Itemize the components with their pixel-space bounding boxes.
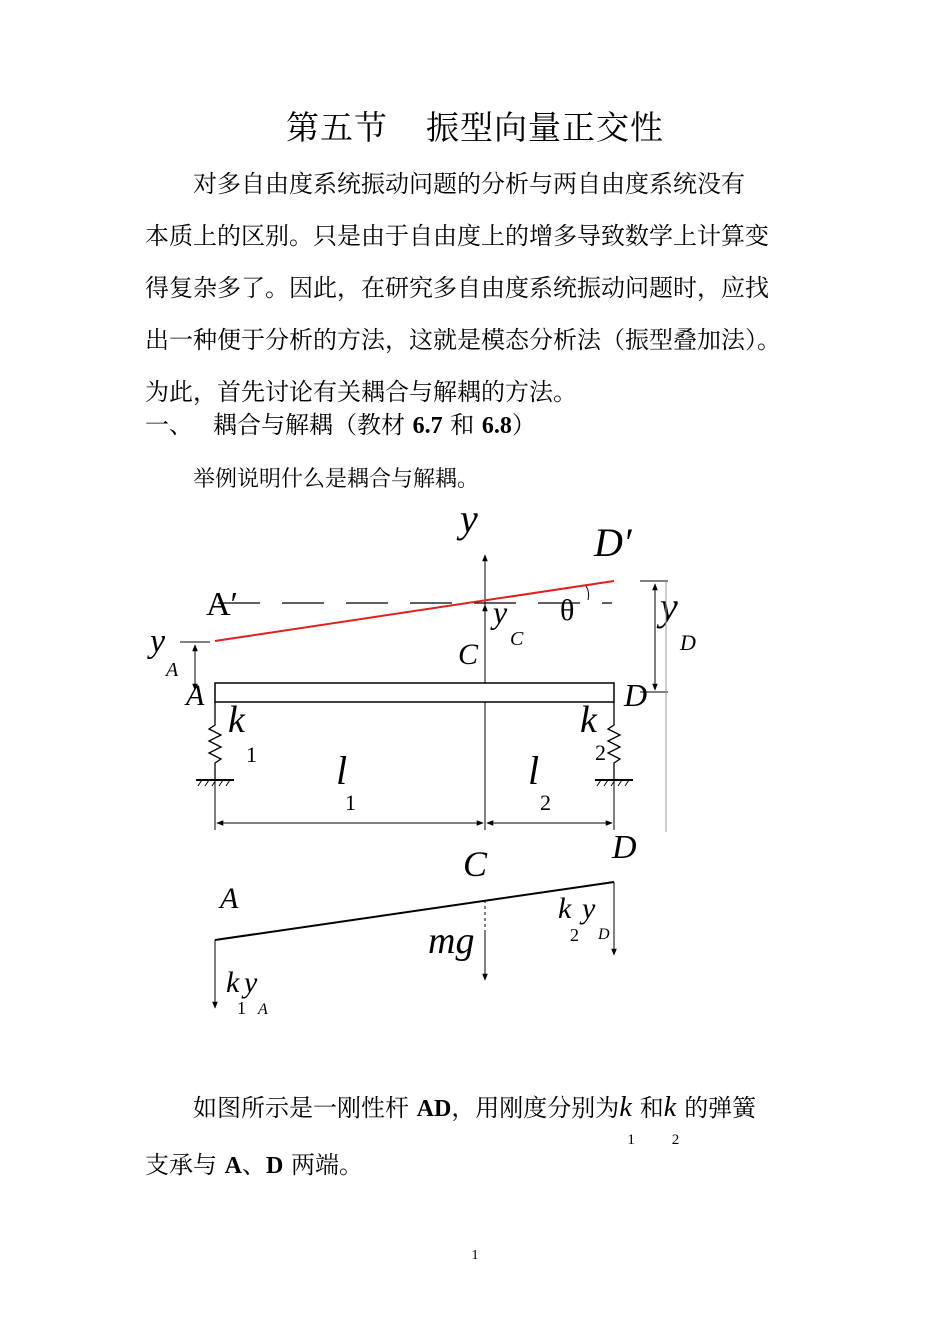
closing-line-1 bbox=[145, 1080, 807, 1148]
k2-subscript: 2 bbox=[595, 740, 606, 765]
l1-label: l bbox=[336, 748, 348, 793]
k2-symbol: k bbox=[663, 1092, 677, 1123]
d-prime-label: D′ bbox=[594, 520, 632, 565]
a-label: A bbox=[186, 679, 205, 712]
k2yd-sub2: 2 bbox=[570, 925, 579, 945]
intro-paragraph bbox=[145, 158, 807, 418]
mg-label: mg bbox=[428, 920, 475, 962]
section-topic: 振型向量正交性 bbox=[426, 108, 664, 147]
example-line: 举例说明什么是耦合与解耦。 bbox=[193, 467, 480, 492]
yd-subscript: D bbox=[680, 630, 696, 655]
yc-label: y bbox=[493, 594, 508, 630]
closing-paragraph bbox=[145, 1080, 807, 1194]
section-title-and: 和 bbox=[442, 411, 482, 439]
ya-subscript: A bbox=[166, 659, 179, 681]
section-label: 第五节 bbox=[286, 108, 388, 147]
closing-text: 支承与 bbox=[145, 1151, 225, 1179]
rod-name: AD bbox=[416, 1096, 452, 1122]
page-title bbox=[0, 102, 950, 149]
fbd-c-label: C bbox=[463, 844, 488, 884]
spring-left bbox=[209, 702, 221, 780]
k1ya-k: k bbox=[226, 966, 240, 999]
l2-label: l bbox=[528, 748, 540, 793]
fbd-d-label: D bbox=[612, 829, 637, 866]
fbd-a-label: A bbox=[220, 882, 239, 915]
closing-text: ，用刚度分别为 bbox=[451, 1094, 620, 1122]
section-title: 耦合与解耦（教材 bbox=[213, 411, 413, 439]
section-ref: 6.8 bbox=[481, 413, 512, 439]
section-number: 一、 bbox=[145, 411, 193, 439]
closing-text: 的弹簧 bbox=[684, 1094, 757, 1122]
k1ya-sub1: 1 bbox=[237, 998, 246, 1018]
closing-text: 两端。 bbox=[283, 1151, 363, 1179]
y-axis-label: y bbox=[460, 496, 478, 541]
k2yd-subd: D bbox=[598, 926, 610, 943]
closing-line-2 bbox=[145, 1137, 807, 1194]
k2-label: k bbox=[580, 699, 597, 741]
k1-subscript: 1 bbox=[246, 742, 257, 767]
intro-line: 本质上的区别。只是由于自由度上的增多导致数学上计算变 bbox=[145, 222, 769, 250]
k2-inline bbox=[663, 1092, 680, 1148]
section-heading bbox=[145, 405, 536, 440]
k2yd-k: k bbox=[558, 892, 572, 925]
intro-line: 对多自由度系统振动问题的分析与两自由度系统没有 bbox=[193, 170, 745, 198]
k1-inline bbox=[619, 1092, 635, 1148]
rigid-bar-diagram bbox=[0, 490, 950, 1050]
c-label-upper: C bbox=[458, 638, 479, 671]
closing-text: 如图所示是一刚性杆 bbox=[193, 1094, 417, 1122]
closing-and: 和 bbox=[639, 1094, 664, 1122]
theta-arc bbox=[586, 586, 589, 600]
k1-symbol: k bbox=[619, 1092, 632, 1123]
k1-inline-subscript: 1 bbox=[627, 1132, 635, 1148]
spring-right bbox=[608, 702, 620, 780]
k1ya-suba: A bbox=[258, 1001, 268, 1018]
theta-label: θ bbox=[560, 594, 575, 627]
k2-inline-subscript: 2 bbox=[671, 1132, 680, 1148]
rigid-bar bbox=[215, 683, 614, 702]
closing-sep: 、 bbox=[241, 1151, 266, 1179]
page-number: 1 bbox=[471, 1248, 479, 1263]
section-ref: 6.7 bbox=[412, 413, 443, 439]
yc-subscript: C bbox=[510, 628, 524, 650]
k1ya-y: y bbox=[244, 966, 258, 999]
a-prime-label: A′ bbox=[206, 586, 238, 623]
d-label: D bbox=[624, 677, 648, 713]
ya-label: y bbox=[150, 623, 166, 660]
fbd-bar-line bbox=[215, 882, 614, 940]
k2yd-y: y bbox=[582, 892, 596, 925]
section-title-end: ） bbox=[511, 411, 536, 439]
end-a: A bbox=[224, 1153, 242, 1179]
intro-line: 得复杂多了。因此，在研究多自由度系统振动问题时，应找 bbox=[145, 274, 769, 302]
displaced-bar-line bbox=[215, 581, 614, 641]
intro-line: 为此，首先讨论有关耦合与解耦的方法。 bbox=[145, 378, 577, 406]
l2-subscript: 2 bbox=[540, 790, 551, 815]
k1-label: k bbox=[228, 699, 245, 741]
l1-subscript: 1 bbox=[345, 790, 356, 815]
intro-line: 出一种便于分析的方法，这就是模态分析法（振型叠加法）。 bbox=[145, 326, 781, 354]
yd-label: y bbox=[660, 584, 678, 629]
end-d: D bbox=[265, 1153, 284, 1179]
